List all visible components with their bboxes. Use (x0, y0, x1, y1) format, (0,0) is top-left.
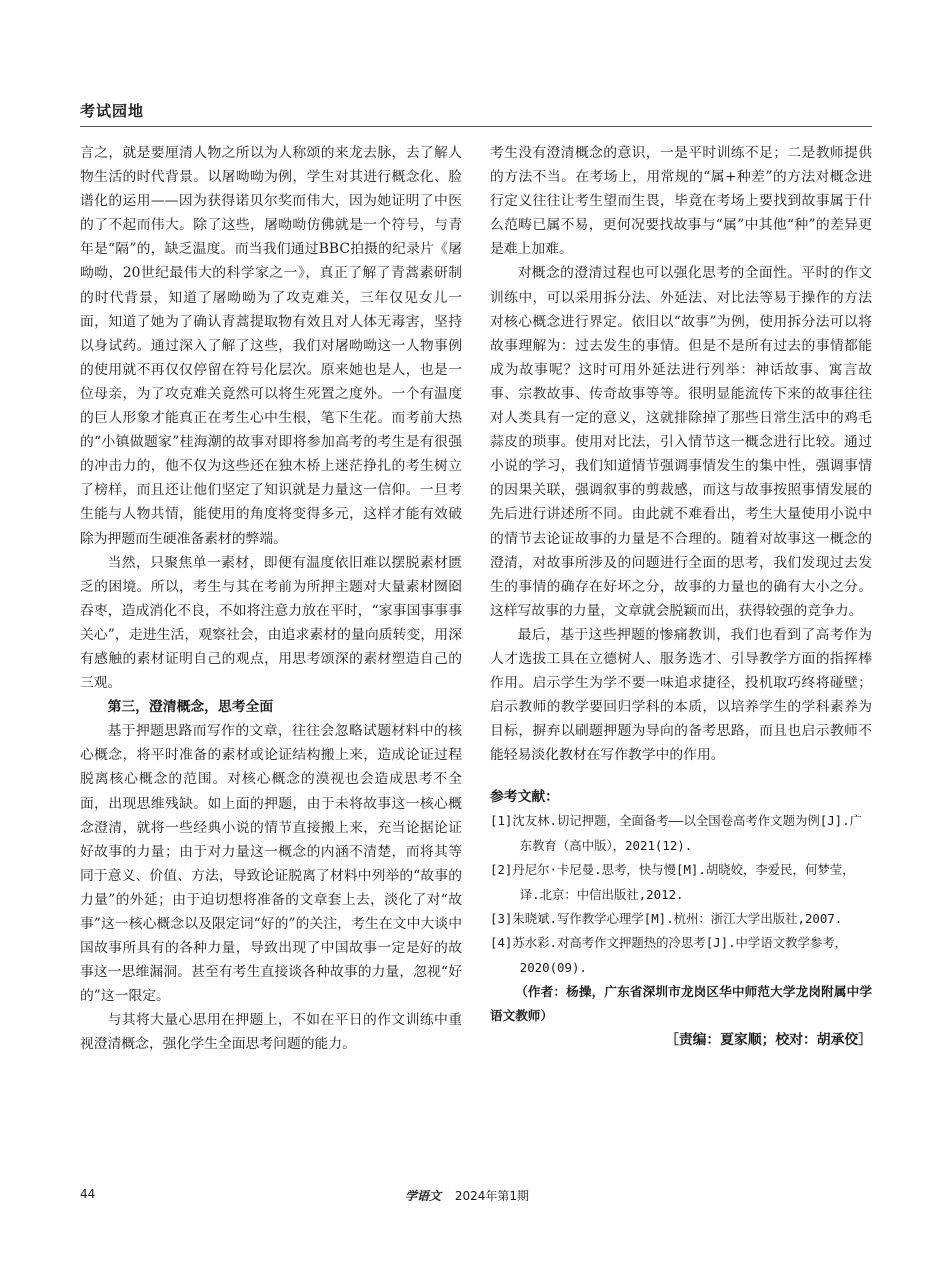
magazine-info (405, 1187, 529, 1204)
reference-item: [4]苏水彩.对高考作文押题热的冷思考[J].中学语文教学参考，2020(09). (490, 935, 848, 975)
right-column (490, 141, 872, 1052)
reference-item: [3]朱晓斌.写作教学心理学[M].杭州：浙江大学出版社,2007. (490, 911, 843, 927)
paragraph: 当然，只聚焦单一素材，即便有温度依旧难以摆脱素材匮乏的困境。所以，考生与其在考前为所押主题对大量素材囫囵吞枣，造成消化不良，不如将注意力放在平时，“家事国事事事关心”，走进生活，观察社会，由追求素材的量向质转变，用深有感触的素材证明自己的观点，用思考颂深的素材塑造自己的三观。 (80, 554, 462, 692)
left-column (80, 141, 462, 1057)
paragraph: 最后，基于这些押题的惨痛教训，我们也看到了高考作为人才选拔工具在立德树人、服务选才、引导教学方面的指挥棒作用。启示学生为学不要一味追求捷径，投机取巧终将碰壁；启示教师的教学要回归学科的本质，以培养学生的学科素养为目标，摒弃以刷题押题为导向的备考思路，而且也启示教师不能轻易淡化教材在写作教学中的作用。 (490, 626, 872, 764)
paragraph: 考生没有澄清概念的意识，一是平时训练不足；二是教师提供的方法不当。在考场上，用常规的“属+种差”的方法对概念进行定义往往让考生望而生畏，毕竟在考场上要找到故事属于什么范畴已属不易，更何况要找故事与“属”中其他“种”的差异更是难上加难。 (490, 145, 872, 258)
author-note: （作者：杨操，广东省深圳市龙岗区华中师范大学龙岗附属中学语文教师） (490, 984, 872, 1024)
section-heading: 第三，澄清概念，思考全面 (107, 699, 274, 716)
issue-label: 2024年第1期 (454, 1189, 530, 1203)
editor-note: ［责编：夏家顺；校对：胡承佼］ (665, 1032, 872, 1049)
magazine-name: 学语文 (405, 1189, 442, 1203)
page-number: 44 (80, 1187, 96, 1201)
paragraph: 与其将大量心思用在押题上，不如在平日的作文训练中重视澄清概念，强化学生全面思考问题的能力。 (80, 1012, 462, 1053)
paragraph: 对概念的澄清过程也可以强化思考的全面性。平时的作文训练中，可以采用拆分法、外延法、对比法等易于操作的方法对核心概念进行界定。依旧以“故事”为例，使用拆分法可以将故事理解为：过去发生的事情。但是不是所有过去的事情都能成为故事呢？这时可用外延法进行列举：神话故事、寓言故事、宗教故事、传奇故事等等。很明显能流传下来的故事往往对人类具有一定的意义，这就排除掉了那些日常生活中的鸡毛蒜皮的琐事。使用对比法，引入情节这一概念进行比较。通过小说的学习，我们知道情节强调事情发生的集中性，强调事情的因果关联，强调叙事的剪裁感，而这与故事按照事情发展的先后进行讲述所不同。由此就不难看出，考生大量使用小说中的情节去论证故事的力量是不合理的。随着对故事这一概念的澄清，对故事所涉及的问题进行全面的思考，我们发现过去发生的事情的确存在好坏之分，故事的力量也的确有大小之分。这样写故事的力量，文章就会脱颖而出，获得较强的竞争力。 (490, 265, 872, 619)
paragraph: 言之，就是要厘清人物之所以为人称颂的来龙去脉，去了解人物生活的时代背景。以屠呦呦为例，学生对其进行概念化、脸谱化的运用——因为获得诺贝尔奖而伟大，因为她证明了中医的了不起而伟大。除了这些，屠呦呦仿佛就是一个符号，与青年是“隔”的，缺乏温度。而当我们通过BBC拍摄的纪录片《屠呦呦，20世纪最伟大的科学家之一》，真正了解了青蒿素研制的时代背景，知道了屠呦呦为了攻克难关，三年仅见女儿一面，知道了她为了确认青蒿提取物有效且对人体无毒害，坚持以身试药。通过深入了解了这些，我们对屠呦呦这一人物事例的使用就不再仅仅停留在符号化层次。原来她也是人，也是一位母亲，为了攻克难关竟然可以将生死置之度外。一个有温度的巨人形象才能真正在考生心中生根，笔下生花。而考前大热的“小镇做题家”桂海潮的故事对即将参加高考的考生是有很强的冲击力的，他不仅为这些还在独木桥上迷茫挣扎的考生树立了榜样，而且还让他们坚定了知识就是力量这一信仰。一旦考生能与人物共情，能使用的角度将变得多元，这样才能有效破除为押题而生硬准备素材的弊端。 (80, 145, 462, 547)
references-title: 参考文献： (490, 789, 559, 806)
paragraph: 基于押题思路而写作的文章，往往会忽略试题材料中的核心概念，将平时准备的素材或论证结构搬上来，造成论证过程脱离核心概念的范围。对核心概念的漠视也会造成思考不全面，出现思维残缺。如上面的押题，由于未将故事这一核心概念澄清，就将一些经典小说的情节直接搬上来，充当论据论证好故事的力量；由于对力量这一概念的内涵不清楚，而将其等同于意义、价值、方法，导致论证脱离了材料中列举的“故事的力量”的外延；由于迫切想将准备的文章套上去，淡化了对“故事”这一核心概念以及限定词“好的”的关注，考生在文中大谈中国故事所具有的各种力量，导致出现了中国故事一定是好的故事这一思维漏洞。甚至有考生直接谈各种故事的力量，忽视“好的”这一限定。 (80, 723, 462, 1005)
reference-item: [2]丹尼尔·卡尼曼.思考，快与慢[M].胡晓姣，李爱民，何梦莹，译.北京：中信出版社,2012. (490, 862, 855, 902)
reference-item: [1]沈友林.切记押题，全面备考——以全国卷高考作文题为例[J].广东教育（高中版），2021(12). (490, 813, 862, 853)
header-rule (80, 126, 872, 127)
section-title: 考试园地 (80, 102, 145, 120)
